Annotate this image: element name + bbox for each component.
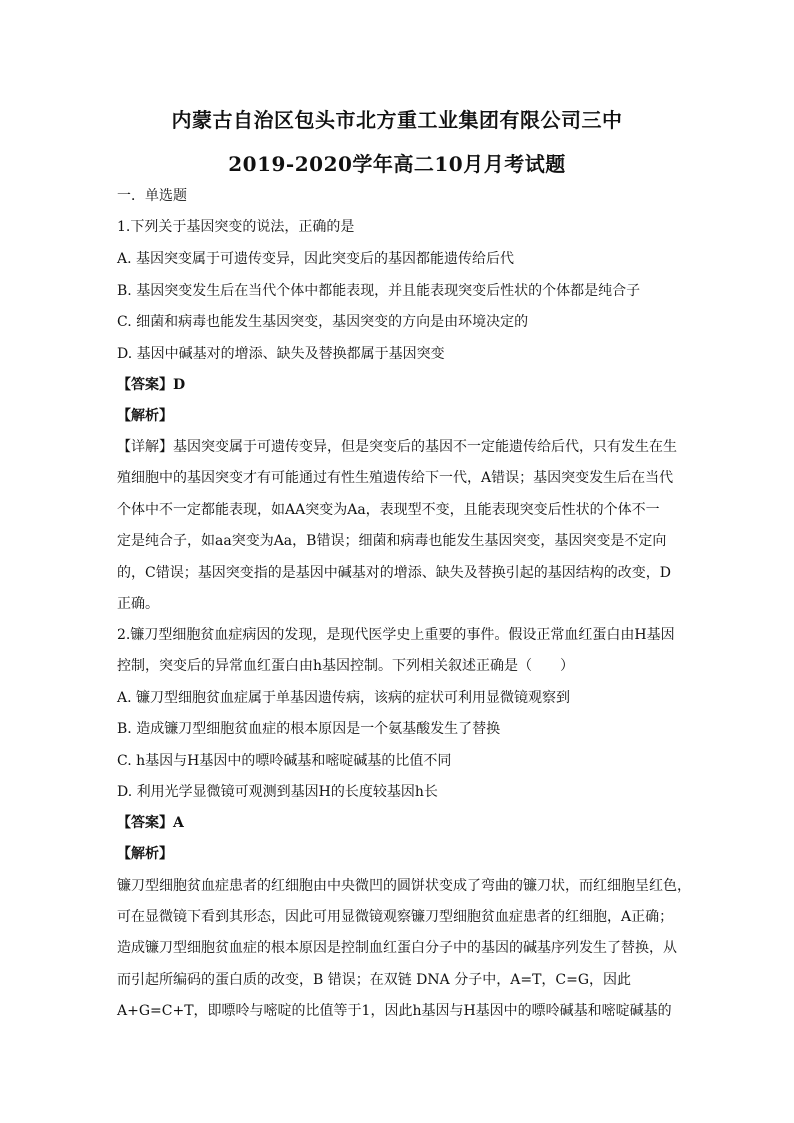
q1-detail-line: 的，C错误；基因突变指的是基因中碱基对的增添、缺失及替换引起的基因结构的改变，D <box>117 565 671 581</box>
q2-analysis-label: 【解析】 <box>117 846 173 862</box>
q1-detail-line: 【详解】基因突变属于可遗传变异，但是突变后的基因不一定能遗传给后代，只有发生在生 <box>117 439 677 455</box>
q2-answer: 【答案】A <box>117 815 184 831</box>
q1-option-d: D. 基因中碱基对的增添、缺失及替换都属于基因突变 <box>117 346 445 362</box>
q2-detail-line: 可在显微镜下看到其形态，因此可用显微镜观察镰刀型细胞贫血症患者的红细胞，A正确； <box>117 909 674 925</box>
q2-option-a: A. 镰刀型细胞贫血症属于单基因遗传病，该病的症状可利用显微镜观察到 <box>117 690 571 706</box>
q1-stem: 1.下列关于基因突变的说法，正确的是 <box>117 219 355 235</box>
q2-option-c: C. h基因与H基因中的嘌呤碱基和嘧啶碱基的比值不同 <box>117 753 452 769</box>
q1-option-c: C. 细菌和病毒也能发生基因突变，基因突变的方向是由环境决定的 <box>117 314 529 330</box>
q2-detail-line: 镰刀型细胞贫血症患者的红细胞由中央微凹的圆饼状变成了弯曲的镰刀状，而红细胞呈红色， <box>117 878 691 894</box>
q2-detail-line: 造成镰刀型细胞贫血症的根本原因是控制血红蛋白分子中的基因的碱基序列发生了替换，从 <box>117 940 677 956</box>
q2-detail-line: 而引起所编码的蛋白质的改变，B 错误；在双链 DNA 分子中，A=T，C=G，因此 <box>117 972 632 988</box>
document-title-line-1: 内蒙古自治区包头市北方重工业集团有限公司三中 <box>171 108 623 132</box>
q1-option-a: A. 基因突变属于可遗传变异，因此突变后的基因都能遗传给后代 <box>117 251 515 267</box>
q2-stem-line: 2.镰刀型细胞贫血症病因的发现，是现代医学史上重要的事件。假设正常血红蛋白由H基因 <box>117 627 675 643</box>
q1-detail-line: 个体中不一定都能表现，如AA突变为Aa，表现型不变，且能表现突变后性状的个体不一 <box>117 502 660 518</box>
document-title-line-2: 2019-2020学年高二10月月考试题 <box>228 152 566 176</box>
q1-option-b: B. 基因突变发生后在当代个体中都能表现，并且能表现突变后性状的个体都是纯合子 <box>117 283 641 299</box>
q1-detail-line: 定是纯合子，如aa突变为Aa，B错误；细菌和病毒也能发生基因突变，基因突变是不定向 <box>117 533 667 549</box>
q1-detail-line: 正确。 <box>117 596 159 612</box>
q2-stem-line: 控制，突变后的异常血红蛋白由h基因控制。下列相关叙述正确是（ ） <box>117 658 575 674</box>
q1-analysis-label: 【解析】 <box>117 408 173 424</box>
q2-detail-line: A+G=C+T，即嘌呤与嘧啶的比值等于1，因此h基因与H基因中的嘌呤碱基和嘧啶碱基的 <box>117 1003 672 1019</box>
section-heading: 一．单选题 <box>117 188 187 204</box>
q1-answer: 【答案】D <box>117 377 186 393</box>
q1-detail-line: 殖细胞中的基因突变才有可能通过有性生殖遗传给下一代，A错误；基因突变发生后在当代 <box>117 470 674 486</box>
q2-option-d: D. 利用光学显微镜可观测到基因H的长度较基因h长 <box>117 784 438 800</box>
q2-option-b: B. 造成镰刀型细胞贫血症的根本原因是一个氨基酸发生了替换 <box>117 721 501 737</box>
